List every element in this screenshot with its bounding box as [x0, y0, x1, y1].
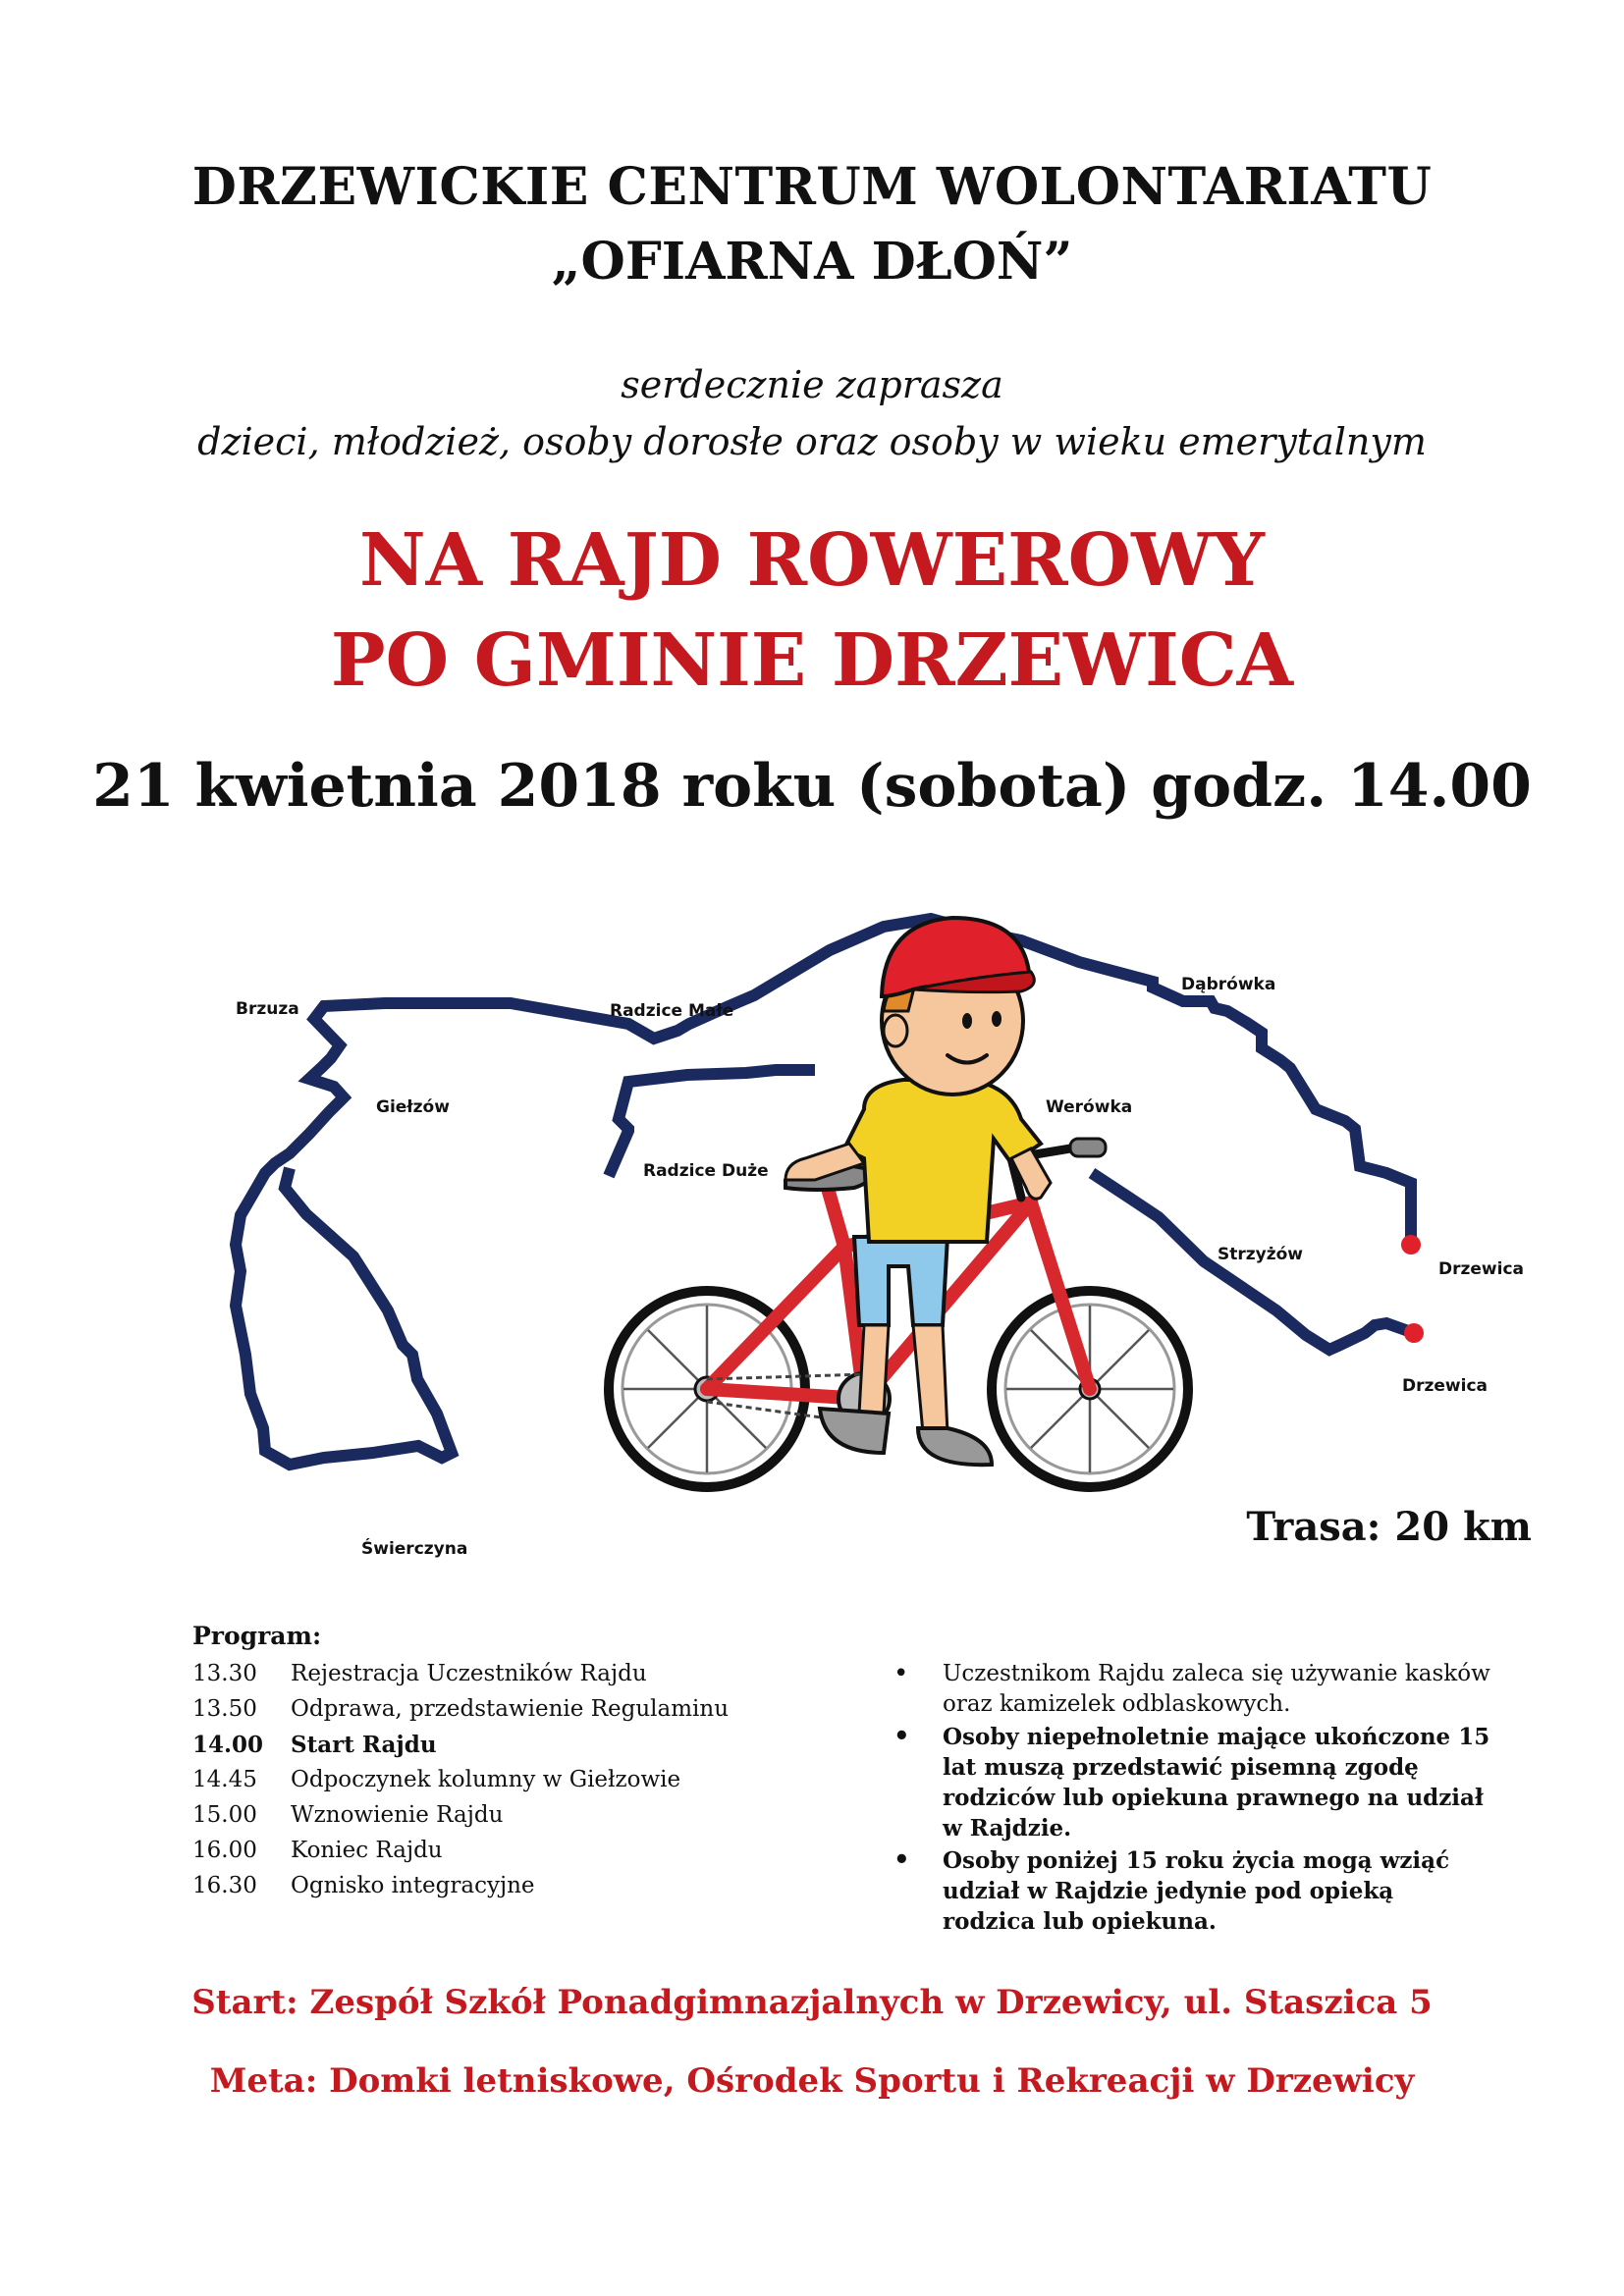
program-row: [192, 1797, 729, 1833]
program-text: Odpoczynek kolumny w Giełzowie: [291, 1767, 681, 1792]
boy-ear: [884, 1015, 907, 1046]
program-time: 15.00: [192, 1802, 257, 1828]
program-row: [192, 1833, 729, 1868]
handlebar-grip: [1070, 1139, 1106, 1156]
boy-right-leg: [913, 1325, 947, 1433]
program-row: [192, 1691, 729, 1727]
program-time: 13.50: [192, 1696, 257, 1722]
finish-location: Meta: Domki letniskowe, Ośrodek Sportu i Rekreacji w Drzewicy: [209, 2061, 1415, 2101]
boy-left-leg: [859, 1325, 889, 1414]
label-gielzow: Giełzów: [376, 1097, 450, 1117]
label-drzewica-2: Drzewica: [1402, 1376, 1489, 1396]
boy-right-shoe: [918, 1428, 992, 1465]
label-dabrowka: Dąbrówka: [1181, 975, 1276, 994]
program-row: [192, 1762, 729, 1797]
program-text: Rejestracja Uczestników Rajdu: [291, 1661, 647, 1686]
boy-eye-left: [962, 1013, 972, 1029]
program-text: Odprawa, przedstawienie Regulaminu: [291, 1696, 730, 1722]
label-radzice-duze: Radzice Duże: [643, 1161, 769, 1181]
label-brzuza: Brzuza: [236, 999, 299, 1019]
event-title-line-1: NA RAJD ROWEROWY: [358, 518, 1266, 603]
label-strzyzow: Strzyżów: [1218, 1245, 1304, 1264]
program-text: Wznowienie Rajdu: [291, 1802, 504, 1828]
organization-name: DRZEWICKIE CENTRUM WOLONTARIATU: [191, 157, 1433, 217]
boy-left-shoe: [820, 1409, 889, 1453]
program-text: Ognisko integracyjne: [291, 1873, 535, 1898]
program-title: Program:: [192, 1622, 322, 1650]
rule-item: • Uczestnikom Rajdu zaleca się używanie kasków oraz kamizelek odblaskowych.: [884, 1659, 1492, 1720]
program-row: [192, 1727, 729, 1762]
program-time: 14.00: [192, 1731, 264, 1758]
label-werowka: Werówka: [1046, 1097, 1133, 1117]
drzewica-point-1: [1401, 1235, 1421, 1255]
boy-legs: [854, 1237, 947, 1325]
rule-item: • Osoby niepełnoletnie mające ukończone 15 lat muszą przedstawić pisemną zgodę rodziców lub opiekuna prawnego na udział w Rajdzie.: [884, 1722, 1492, 1843]
invitation-line-1: serdecznie zaprasza: [621, 363, 1003, 406]
program-time: 16.00: [192, 1838, 257, 1863]
program-row: [192, 1656, 729, 1691]
program-time: 14.45: [192, 1767, 257, 1792]
boy-eye-right: [992, 1011, 1001, 1027]
route-map: [0, 864, 1624, 1590]
program-time: 13.30: [192, 1661, 257, 1686]
event-date: 21 kwietnia 2018 roku (sobota) godz. 14.00: [92, 752, 1532, 821]
program-text: Koniec Rajdu: [291, 1838, 443, 1863]
label-swierczyna: Świerczyna: [361, 1539, 468, 1559]
program-text: Start Rajdu: [291, 1731, 437, 1758]
route-length: Trasa: 20 km: [1246, 1504, 1532, 1550]
rule-item: • Osoby poniżej 15 roku życia mogą wziąć udział w Rajdzie jedynie pod opieką rodzica lub opiekuna.: [884, 1845, 1492, 1937]
start-location: Start: Zespół Szkół Ponadgimnazjalnych w Drzewicy, ul. Staszica 5: [191, 1983, 1433, 2022]
rules-list: [884, 1659, 1492, 1939]
program-section: [192, 1622, 729, 1903]
drzewica-point-2: [1404, 1323, 1424, 1343]
organization-subtitle: „OFIARNA DŁOŃ”: [551, 232, 1073, 292]
invitation-line-2: dzieci, młodzież, osoby dorosłe oraz osoby w wieku emerytalnym: [197, 420, 1427, 463]
event-title-line-2: PO GMINIE DRZEWICA: [330, 618, 1294, 703]
program-row: [192, 1868, 729, 1903]
label-drzewica-1: Drzewica: [1438, 1259, 1525, 1279]
label-radzice-male: Radzice Małe: [610, 1001, 734, 1021]
program-time: 16.30: [192, 1873, 257, 1898]
